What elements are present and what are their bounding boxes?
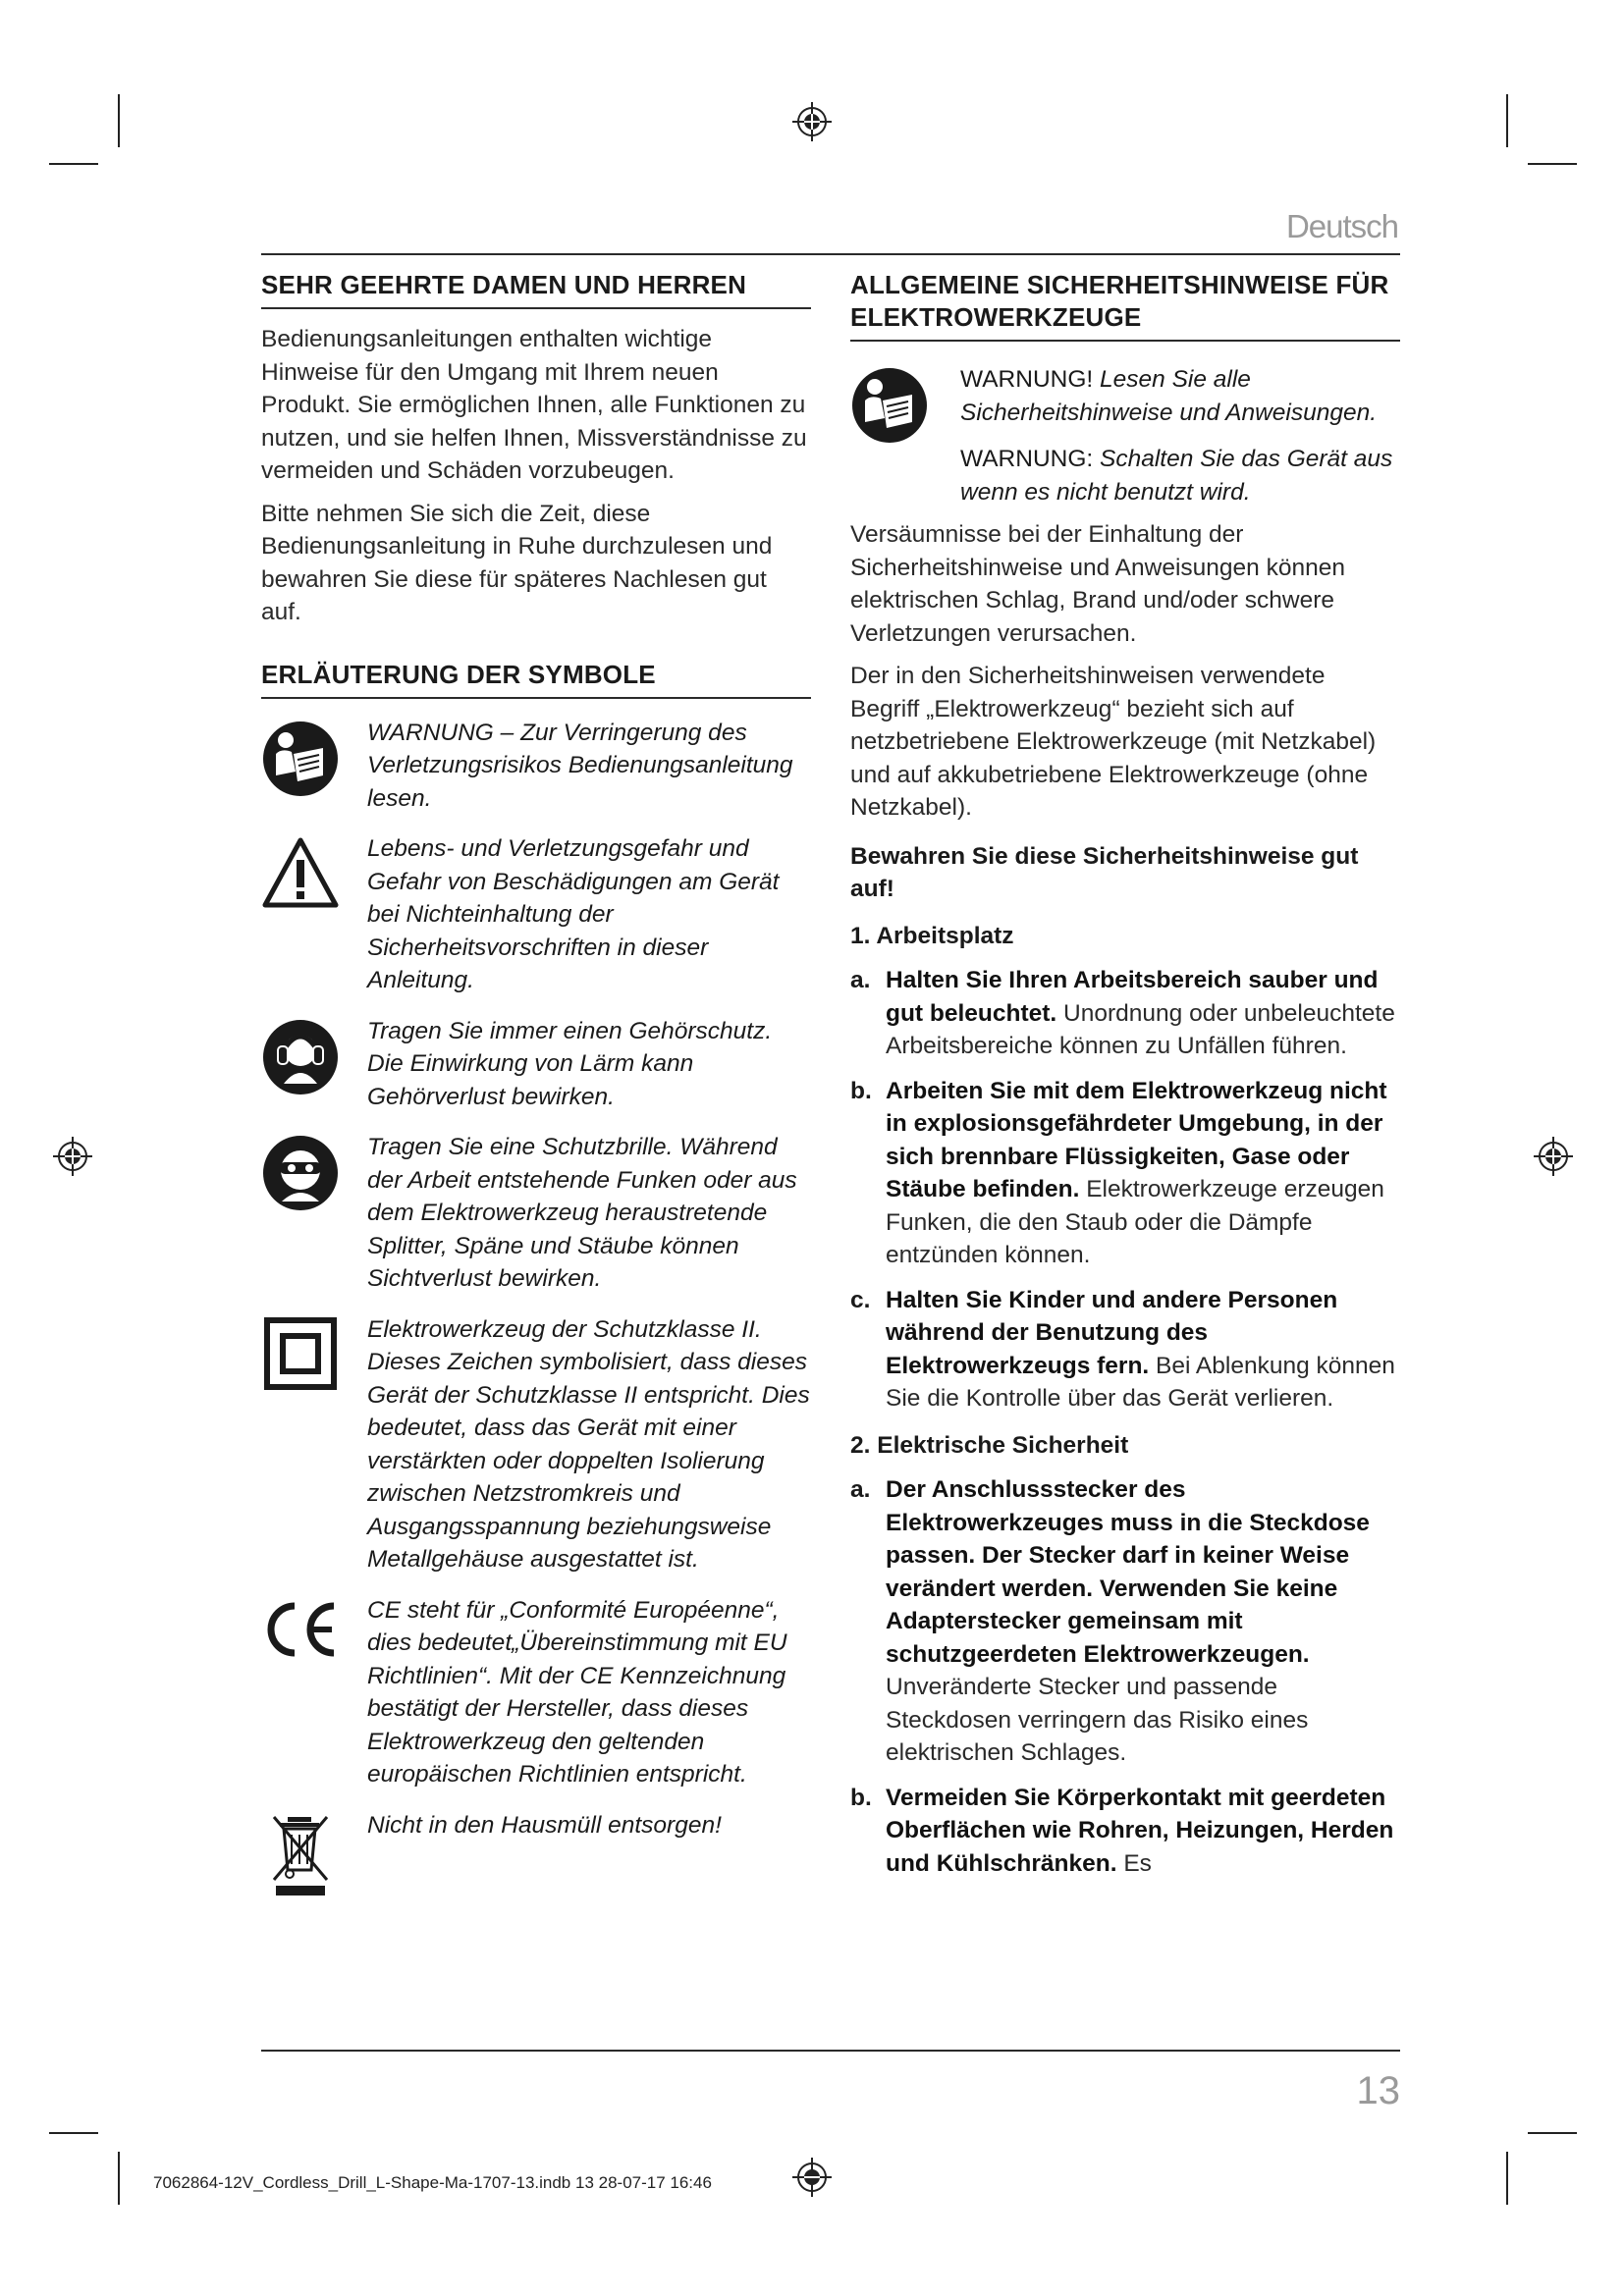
list-letter: a. (850, 1476, 871, 1503)
symbol-text: WARNUNG – Zur Verringerung des Verletzungsrisikos Bedienungsanleitung lesen. (367, 719, 793, 812)
crop-mark (118, 94, 120, 147)
symbol-item (261, 717, 811, 816)
crop-mark (1506, 2152, 1508, 2205)
symbol-text: CE steht für „Conformité Européenne“, dies bedeutet„Übereinstimmung mit EU Richtlinien“. Mit der CE Kennzeichnung bestätigt der Hersteller, dass dieses Elektrowerkzeug den geltenden europäischen Richtlinien entspricht. (367, 1596, 787, 1788)
header-rule (261, 253, 1400, 255)
weee-bin-icon (270, 1813, 331, 1896)
list-bold: Vermeiden Sie Körperkontakt mit geerdeten Oberflächen wie Rohren, Heizungen, Herden und Kühlschränken. (886, 1784, 1394, 1877)
read-manual-icon (851, 367, 928, 444)
list-text: Unveränderte Stecker und passende Steckdosen verringern das Risiko eines elektrischen Schlages. (886, 1674, 1309, 1766)
right-column (850, 257, 1400, 1880)
language-label: Deutsch (1285, 208, 1398, 244)
symbol-text: Lebens- und Verletzungsgefahr und Gefahr von Beschädigungen am Gerät bei Nichteinhaltung der Sicherheitsvorschriften in dieser Anleitung. (367, 835, 780, 993)
registration-mark-icon (792, 2158, 832, 2197)
list-letter: b. (850, 1077, 872, 1104)
warning-label: WARNUNG: (960, 446, 1094, 472)
list-text: Elektrowerkzeuge erzeugen Funken, die den Staub oder die Dämpfe entzünden können. (886, 1176, 1384, 1268)
warning-triangle-icon (261, 836, 340, 909)
symbol-item (261, 1131, 811, 1296)
ce-mark-icon (261, 1598, 340, 1661)
warning-1 (960, 363, 1400, 429)
list-item (850, 1473, 1400, 1770)
intro-heading: SEHR GEEHRTE DAMEN UND HERREN (261, 269, 811, 309)
file-info: 7062864-12V_Cordless_Drill_L-Shape-Ma-1707-13.indb 13 28-07-17 16:46 (153, 2173, 712, 2192)
protection-class-ii-icon (264, 1317, 337, 1390)
crop-mark (1506, 94, 1508, 147)
list-item (850, 1782, 1400, 1881)
crop-mark (1528, 2132, 1577, 2134)
safety-paragraph: Der in den Sicherheitshinweisen verwendete Begriff „Elektrowerkzeug“ bezieht sich auf netzbetriebene Elektrowerkzeuge (mit Netzkabel) und auf akkubetriebene Elektrowerkzeuge (ohne Netzkabel). (850, 663, 1377, 821)
section-title: 1. Arbeitsplatz (850, 922, 1014, 949)
warning-text: Schalten Sie das Gerät aus wenn es nicht benutzt wird. (960, 446, 1393, 506)
warning-text: Lesen Sie alle Sicherheitshinweise und Anweisungen. (960, 366, 1378, 426)
list-letter: a. (850, 967, 871, 993)
symbol-item (261, 1594, 811, 1791)
list-letter: c. (850, 1286, 871, 1313)
symbol-item (261, 832, 811, 997)
footer-rule (261, 2050, 1400, 2052)
left-column (261, 257, 811, 1896)
intro-paragraph: Bitte nehmen Sie sich die Zeit, diese Bedienungsanleitung in Ruhe durchzulesen und bewahren Sie diese für späteres Nachlesen gut auf. (261, 500, 773, 625)
registration-mark-icon (792, 102, 832, 141)
list-item (850, 964, 1400, 1063)
read-manual-icon (262, 721, 339, 797)
symbol-item (261, 1809, 811, 1896)
symbol-text: Nicht in den Hausmüll entsorgen! (367, 1811, 722, 1839)
registration-mark-icon (1534, 1137, 1573, 1176)
list-bold: Arbeiten Sie mit dem Elektrowerkzeug nicht in explosionsgefährdeter Umgebung, in der sich brennbare Flüssigkeiten, Gase oder Stäube befinden. (886, 1077, 1387, 1202)
list-bold: Halten Sie Ihren Arbeitsbereich sauber und gut beleuchtet. (886, 967, 1379, 1027)
crop-mark (49, 2132, 98, 2134)
list-text: Es (1116, 1849, 1152, 1877)
registration-mark-icon (53, 1137, 92, 1176)
list-letter: b. (850, 1784, 872, 1811)
list-bold: Der Anschlussstecker des Elektrowerkzeuges muss in die Steckdose passen. Der Stecker darf in keiner Weise verändert werden. Verwenden Sie keine Adapterstecker gemeinsam mit schutzgeerdeten Elektrowerkzeugen. (886, 1476, 1370, 1668)
crop-mark (49, 163, 98, 165)
eye-protection-icon (262, 1135, 339, 1211)
safety-heading: ALLGEMEINE SICHERHEITSHINWEISE FÜR ELEKTROWERKZEUGE (850, 269, 1400, 342)
crop-mark (1528, 163, 1577, 165)
safety-paragraph: Versäumnisse bei der Einhaltung der Sicherheitshinweise und Anweisungen können elektrischen Schlag, Brand und/oder schwere Verletzungen verursachen. (850, 521, 1345, 647)
symbol-text: Tragen Sie immer einen Gehörschutz. Die Einwirkung von Lärm kann Gehörverlust bewirken. (367, 1017, 773, 1110)
ear-protection-icon (262, 1019, 339, 1095)
crop-mark (118, 2152, 120, 2205)
symbol-item (261, 1015, 811, 1114)
warning-2 (960, 443, 1400, 508)
list-bold: Halten Sie Kinder und andere Personen während der Benutzung des Elektrowerkzeugs fern. (886, 1286, 1338, 1379)
section-title: 2. Elektrische Sicherheit (850, 1431, 1129, 1459)
symbols-heading: ERLÄUTERUNG DER SYMBOLE (261, 659, 811, 699)
keep-instructions: Bewahren Sie diese Sicherheitshinweise gut auf! (850, 842, 1359, 902)
page-number: 13 (1356, 2069, 1400, 2112)
list-text: Bei Ablenkung können Sie die Kontrolle über das Gerät verlieren. (886, 1352, 1395, 1412)
symbol-item (261, 1313, 811, 1576)
list-item (850, 1075, 1400, 1272)
symbol-text: Elektrowerkzeug der Schutzklasse II. Dieses Zeichen symbolisiert, dass dieses Gerät der Schutzklasse II entspricht. Dies bedeutet, dass das Gerät mit einer verstärkten oder doppelten Isolierung zwischen Netzstromkreis und Ausgangsspannung beziehungsweise Metallgehäuse ausgestattet ist. (367, 1315, 810, 1573)
list-text: Unordnung oder unbeleuchtete Arbeitsbereiche können zu Unfällen führen. (886, 999, 1395, 1059)
symbol-text: Tragen Sie eine Schutzbrille. Während der Arbeit entstehende Funken oder aus dem Elektrowerkzeug heraustretende Splitter, Späne und Stäube können Sichtverlust bewirken. (367, 1134, 797, 1292)
intro-paragraph: Bedienungsanleitungen enthalten wichtige Hinweise für den Umgang mit Ihrem neuen Produkt. Sie ermöglichen Ihnen, alle Funktionen zu nutzen, und sie helfen Ihnen, Missverständnisse zu vermeiden und Schäden vorzubeugen. (261, 326, 807, 484)
list-item (850, 1284, 1400, 1415)
warning-label: WARNUNG! (960, 366, 1094, 393)
warning-block (850, 363, 1400, 508)
